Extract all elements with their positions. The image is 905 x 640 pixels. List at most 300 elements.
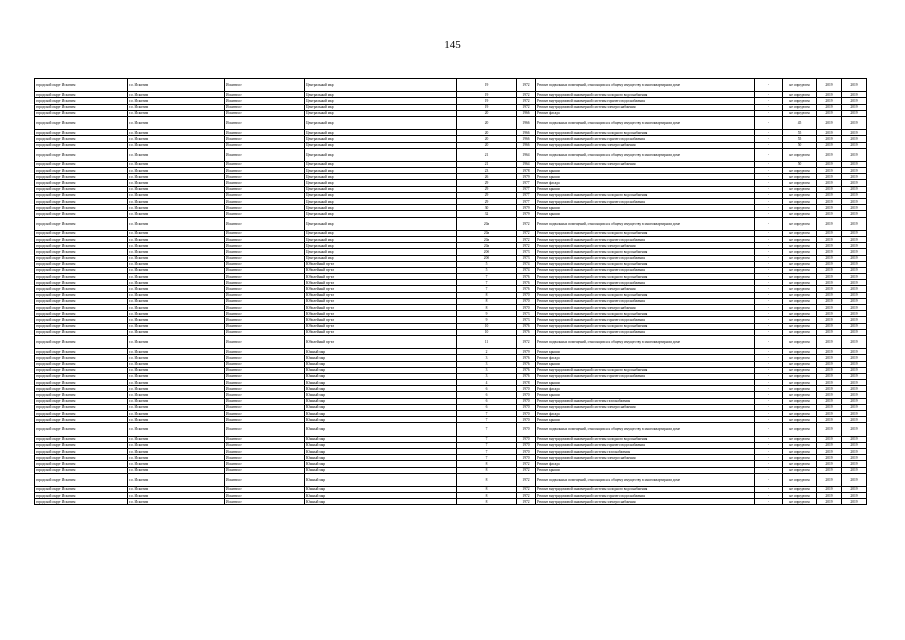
locality-cell: Искитим г	[225, 398, 305, 404]
end-year-cell: 2019	[842, 461, 867, 467]
municipality-cell: г.о. Искитим	[128, 130, 225, 136]
house-number-cell: 7	[457, 423, 517, 436]
house-number-cell: 20	[457, 136, 517, 142]
build-year-cell: 1972	[517, 467, 536, 473]
house-number-cell: 19	[457, 92, 517, 98]
cost-cell: 55	[783, 130, 817, 136]
end-year-cell: 2019	[842, 317, 867, 323]
build-year-cell: 1976	[517, 280, 536, 286]
build-year-cell: 1976	[517, 329, 536, 335]
house-number-cell: 6	[457, 386, 517, 392]
end-year-cell: 2019	[842, 168, 867, 174]
locality-cell: Искитим г	[225, 255, 305, 261]
start-year-cell: 2019	[817, 110, 842, 116]
start-year-cell: 2019	[817, 168, 842, 174]
district-cell: городской округ Искитим	[35, 329, 128, 335]
start-year-cell: 2019	[817, 305, 842, 311]
house-number-cell: 2	[457, 349, 517, 355]
work-type-cell: Ремонт внутридомовой инженерной системы газоснабжения	[536, 398, 755, 404]
end-year-cell: 2019	[842, 373, 867, 379]
district-cell: городской округ Искитим	[35, 79, 128, 92]
start-year-cell: 2019	[817, 398, 842, 404]
end-year-cell: 2019	[842, 349, 867, 355]
district-cell: городской округ Искитим	[35, 417, 128, 423]
end-year-cell: 2019	[842, 499, 867, 505]
build-year-cell: 1970	[517, 417, 536, 423]
street-cell: Центральный мкр	[305, 79, 457, 92]
municipality-cell: г.о. Искитим	[128, 142, 225, 148]
district-cell: городской округ Искитим	[35, 199, 128, 205]
municipality-cell: г.о. Искитим	[128, 355, 225, 361]
district-cell: городской округ Искитим	[35, 267, 128, 273]
cost-cell: не определен	[783, 311, 817, 317]
municipality-cell: г.о. Искитим	[128, 286, 225, 292]
build-year-cell: 1972	[517, 473, 536, 486]
work-type-cell: Ремонт крыши	[536, 417, 755, 423]
cost-cell: не определен	[783, 98, 817, 104]
work-type-cell: Ремонт крыши	[536, 361, 755, 367]
street-cell: Центральный мкр	[305, 199, 457, 205]
house-number-cell: 9	[457, 317, 517, 323]
end-year-cell: 2019	[842, 186, 867, 192]
cost-cell: не определен	[783, 411, 817, 417]
house-number-cell: 8	[457, 467, 517, 473]
house-number-cell: 8	[457, 493, 517, 499]
area-cell: -	[755, 192, 783, 198]
locality-cell: Искитим г	[225, 211, 305, 217]
work-type-cell: Ремонт внутридомовой инженерной системы горячего водоснабжения	[536, 280, 755, 286]
cost-cell: не определен	[783, 423, 817, 436]
municipality-cell: г.о. Искитим	[128, 486, 225, 492]
cost-cell: не определен	[783, 455, 817, 461]
area-cell: -	[755, 305, 783, 311]
house-number-cell: 8	[457, 298, 517, 304]
municipality-cell: г.о. Искитим	[128, 168, 225, 174]
area-cell: -	[755, 349, 783, 355]
municipality-cell: г.о. Искитим	[128, 236, 225, 242]
street-cell: Центральный мкр	[305, 148, 457, 161]
work-type-cell: Ремонт внутридомовой инженерной системы холодного водоснабжения	[536, 274, 755, 280]
end-year-cell: 2019	[842, 411, 867, 417]
cost-cell: не определен	[783, 317, 817, 323]
build-year-cell: 1972	[517, 243, 536, 249]
cost-cell: 55	[783, 136, 817, 142]
house-number-cell: 5	[457, 261, 517, 267]
area-cell: -	[755, 467, 783, 473]
district-cell: городской округ Искитим	[35, 168, 128, 174]
area-cell: -	[755, 161, 783, 167]
district-cell: городской округ Искитим	[35, 286, 128, 292]
municipality-cell: г.о. Искитим	[128, 292, 225, 298]
house-number-cell: 6	[457, 404, 517, 410]
street-cell: Центральный мкр	[305, 142, 457, 148]
locality-cell: Искитим г	[225, 142, 305, 148]
end-year-cell: 2019	[842, 486, 867, 492]
district-cell: городской округ Искитим	[35, 180, 128, 186]
start-year-cell: 2019	[817, 261, 842, 267]
build-year-cell: 1970	[517, 298, 536, 304]
house-number-cell: 9	[457, 311, 517, 317]
build-year-cell: 1976	[517, 355, 536, 361]
work-type-cell: Ремонт внутридомовой инженерной системы холодного водоснабжения	[536, 436, 755, 442]
work-type-cell: Ремонт внутридомовой инженерной системы электроснабжения	[536, 305, 755, 311]
house-number-cell: 20	[457, 130, 517, 136]
house-number-cell: 5	[457, 267, 517, 273]
build-year-cell: 1970	[517, 448, 536, 454]
area-cell: -	[755, 461, 783, 467]
area-cell: -	[755, 404, 783, 410]
house-number-cell: 30	[457, 205, 517, 211]
street-cell: Южный мкр	[305, 473, 457, 486]
street-cell: Центральный мкр	[305, 116, 457, 129]
area-cell: -	[755, 236, 783, 242]
area-cell: -	[755, 335, 783, 348]
street-cell: Южный мкр	[305, 493, 457, 499]
district-cell: городской округ Искитим	[35, 217, 128, 230]
build-year-cell: 1972	[517, 92, 536, 98]
work-type-cell: Ремонт фасада	[536, 110, 755, 116]
end-year-cell: 2019	[842, 329, 867, 335]
house-number-cell: 3	[457, 373, 517, 379]
locality-cell: Искитим г	[225, 493, 305, 499]
municipality-cell: г.о. Искитим	[128, 104, 225, 110]
start-year-cell: 2019	[817, 199, 842, 205]
street-cell: Центральный мкр	[305, 136, 457, 142]
house-number-cell: 7	[457, 436, 517, 442]
table-row	[35, 335, 867, 348]
area-cell: -	[755, 292, 783, 298]
street-cell: Центральный мкр	[305, 205, 457, 211]
street-cell: Юбилейный пр-кт	[305, 274, 457, 280]
page-number: 145	[444, 39, 461, 51]
street-cell: Юбилейный пр-кт	[305, 267, 457, 273]
house-number-cell: 21	[457, 148, 517, 161]
end-year-cell: 2019	[842, 355, 867, 361]
locality-cell: Искитим г	[225, 305, 305, 311]
district-cell: городской округ Искитим	[35, 92, 128, 98]
area-cell: -	[755, 493, 783, 499]
area-cell: -	[755, 323, 783, 329]
locality-cell: Искитим г	[225, 317, 305, 323]
build-year-cell: 1966	[517, 110, 536, 116]
table-row	[35, 148, 867, 161]
district-cell: городской округ Искитим	[35, 142, 128, 148]
area-cell: -	[755, 267, 783, 273]
start-year-cell: 2019	[817, 329, 842, 335]
cost-cell: не определен	[783, 323, 817, 329]
municipality-cell: г.о. Искитим	[128, 116, 225, 129]
build-year-cell: 1977	[517, 180, 536, 186]
district-cell: городской округ Искитим	[35, 392, 128, 398]
house-number-cell: 8	[457, 486, 517, 492]
locality-cell: Искитим г	[225, 243, 305, 249]
work-type-cell: Ремонт внутридомовой инженерной системы холодного водоснабжения	[536, 261, 755, 267]
cost-cell: не определен	[783, 335, 817, 348]
end-year-cell: 2019	[842, 467, 867, 473]
end-year-cell: 2019	[842, 380, 867, 386]
district-cell: городской округ Искитим	[35, 255, 128, 261]
end-year-cell: 2019	[842, 217, 867, 230]
municipality-cell: г.о. Искитим	[128, 323, 225, 329]
start-year-cell: 2019	[817, 323, 842, 329]
municipality-cell: г.о. Искитим	[128, 205, 225, 211]
municipality-cell: г.о. Искитим	[128, 386, 225, 392]
municipality-cell: г.о. Искитим	[128, 493, 225, 499]
end-year-cell: 2019	[842, 136, 867, 142]
build-year-cell: 1972	[517, 493, 536, 499]
build-year-cell: 1972	[517, 217, 536, 230]
work-type-cell: Ремонт крыши	[536, 211, 755, 217]
end-year-cell: 2019	[842, 448, 867, 454]
cost-cell: не определен	[783, 436, 817, 442]
municipality-cell: г.о. Искитим	[128, 380, 225, 386]
area-cell: -	[755, 286, 783, 292]
cost-cell: не определен	[783, 442, 817, 448]
locality-cell: Искитим г	[225, 373, 305, 379]
municipality-cell: г.о. Искитим	[128, 442, 225, 448]
street-cell: Южный мкр	[305, 436, 457, 442]
municipality-cell: г.о. Искитим	[128, 180, 225, 186]
start-year-cell: 2019	[817, 186, 842, 192]
area-cell: -	[755, 110, 783, 116]
work-type-cell: Ремонт внутридомовой инженерной системы холодного водоснабжения	[536, 486, 755, 492]
start-year-cell: 2019	[817, 417, 842, 423]
locality-cell: Искитим г	[225, 136, 305, 142]
district-cell: городской округ Искитим	[35, 136, 128, 142]
work-type-cell: Ремонт фасада	[536, 180, 755, 186]
locality-cell: Искитим г	[225, 192, 305, 198]
area-cell: -	[755, 199, 783, 205]
start-year-cell: 2019	[817, 142, 842, 148]
area-cell: -	[755, 243, 783, 249]
street-cell: Южный мкр	[305, 417, 457, 423]
district-cell: городской округ Искитим	[35, 355, 128, 361]
cost-cell: не определен	[783, 274, 817, 280]
work-type-cell: Ремонт фасада	[536, 411, 755, 417]
house-number-cell: 3	[457, 361, 517, 367]
work-type-cell: Ремонт подвальных помещений, относящихся к общему имуществу в многоквартирном доме	[536, 335, 755, 348]
municipality-cell: г.о. Искитим	[128, 79, 225, 92]
cost-cell: не определен	[783, 217, 817, 230]
street-cell: Юбилейный пр-кт	[305, 280, 457, 286]
end-year-cell: 2019	[842, 79, 867, 92]
cost-cell: не определен	[783, 230, 817, 236]
street-cell: Центральный мкр	[305, 174, 457, 180]
cost-cell: не определен	[783, 249, 817, 255]
area-cell: -	[755, 79, 783, 92]
street-cell: Южный мкр	[305, 442, 457, 448]
district-cell: городской округ Искитим	[35, 386, 128, 392]
cost-cell: не определен	[783, 417, 817, 423]
house-number-cell: 29	[457, 192, 517, 198]
cost-cell: не определен	[783, 292, 817, 298]
end-year-cell: 2019	[842, 473, 867, 486]
start-year-cell: 2019	[817, 467, 842, 473]
municipality-cell: г.о. Искитим	[128, 255, 225, 261]
house-number-cell: 8	[457, 461, 517, 467]
house-number-cell: 29	[457, 186, 517, 192]
locality-cell: Искитим г	[225, 104, 305, 110]
locality-cell: Искитим г	[225, 311, 305, 317]
area-cell: -	[755, 280, 783, 286]
work-type-cell: Ремонт внутридомовой инженерной системы холодного водоснабжения	[536, 92, 755, 98]
municipality-cell: г.о. Искитим	[128, 335, 225, 348]
start-year-cell: 2019	[817, 455, 842, 461]
municipality-cell: г.о. Искитим	[128, 161, 225, 167]
municipality-cell: г.о. Искитим	[128, 110, 225, 116]
start-year-cell: 2019	[817, 98, 842, 104]
start-year-cell: 2019	[817, 249, 842, 255]
district-cell: городской округ Искитим	[35, 486, 128, 492]
cost-cell: не определен	[783, 373, 817, 379]
district-cell: городской округ Искитим	[35, 205, 128, 211]
work-type-cell: Ремонт крыши	[536, 467, 755, 473]
district-cell: городской округ Искитим	[35, 349, 128, 355]
end-year-cell: 2019	[842, 417, 867, 423]
district-cell: городской округ Искитим	[35, 104, 128, 110]
house-number-cell: 20б	[457, 249, 517, 255]
build-year-cell: 1970	[517, 423, 536, 436]
area-cell: -	[755, 174, 783, 180]
locality-cell: Искитим г	[225, 436, 305, 442]
locality-cell: Искитим г	[225, 329, 305, 335]
work-type-cell: Ремонт крыши	[536, 205, 755, 211]
street-cell: Юбилейный пр-кт	[305, 317, 457, 323]
end-year-cell: 2019	[842, 116, 867, 129]
house-number-cell: 11	[457, 335, 517, 348]
start-year-cell: 2019	[817, 442, 842, 448]
end-year-cell: 2019	[842, 161, 867, 167]
build-year-cell: 1970	[517, 392, 536, 398]
area-cell: -	[755, 217, 783, 230]
municipality-cell: г.о. Искитим	[128, 473, 225, 486]
cost-cell: не определен	[783, 448, 817, 454]
house-number-cell: 20а	[457, 230, 517, 236]
start-year-cell: 2019	[817, 92, 842, 98]
build-year-cell: 1973	[517, 249, 536, 255]
work-type-cell: Ремонт внутридомовой инженерной системы горячего водоснабжения	[536, 98, 755, 104]
start-year-cell: 2019	[817, 461, 842, 467]
cost-cell: не определен	[783, 404, 817, 410]
area-cell: -	[755, 180, 783, 186]
locality-cell: Искитим г	[225, 386, 305, 392]
start-year-cell: 2019	[817, 335, 842, 348]
street-cell: Центральный мкр	[305, 110, 457, 116]
build-year-cell: 1976	[517, 373, 536, 379]
house-number-cell: 3	[457, 367, 517, 373]
build-year-cell: 1979	[517, 205, 536, 211]
end-year-cell: 2019	[842, 392, 867, 398]
locality-cell: Искитим г	[225, 249, 305, 255]
area-cell: -	[755, 104, 783, 110]
cost-cell: не определен	[783, 79, 817, 92]
district-cell: городской округ Искитим	[35, 398, 128, 404]
build-year-cell: 1972	[517, 104, 536, 110]
area-cell: -	[755, 499, 783, 505]
end-year-cell: 2019	[842, 98, 867, 104]
end-year-cell: 2019	[842, 442, 867, 448]
house-number-cell: 20	[457, 110, 517, 116]
cost-cell: не определен	[783, 104, 817, 110]
street-cell: Центральный мкр	[305, 130, 457, 136]
work-type-cell: Ремонт внутридомовой инженерной системы электроснабжения	[536, 104, 755, 110]
house-number-cell: 19	[457, 79, 517, 92]
build-year-cell: 1974	[517, 261, 536, 267]
locality-cell: Искитим г	[225, 168, 305, 174]
build-year-cell: 1966	[517, 142, 536, 148]
build-year-cell: 1978	[517, 168, 536, 174]
street-cell: Южный мкр	[305, 423, 457, 436]
end-year-cell: 2019	[842, 493, 867, 499]
locality-cell: Искитим г	[225, 417, 305, 423]
work-type-cell: Ремонт подвальных помещений, относящихся к общему имуществу в многоквартирном доме	[536, 423, 755, 436]
street-cell: Центральный мкр	[305, 104, 457, 110]
locality-cell: Искитим г	[225, 230, 305, 236]
district-cell: городской округ Искитим	[35, 298, 128, 304]
locality-cell: Искитим г	[225, 280, 305, 286]
work-type-cell: Ремонт подвальных помещений, относящихся к общему имуществу в многоквартирном доме	[536, 116, 755, 129]
locality-cell: Искитим г	[225, 274, 305, 280]
locality-cell: Искитим г	[225, 161, 305, 167]
work-type-cell: Ремонт внутридомовой инженерной системы холодного водоснабжения	[536, 311, 755, 317]
street-cell: Центральный мкр	[305, 255, 457, 261]
house-number-cell: 8	[457, 305, 517, 311]
locality-cell: Искитим г	[225, 404, 305, 410]
district-cell: городской округ Искитим	[35, 373, 128, 379]
table-row	[35, 79, 867, 92]
start-year-cell: 2019	[817, 230, 842, 236]
work-type-cell: Ремонт внутридомовой инженерной системы горячего водоснабжения	[536, 493, 755, 499]
house-number-cell: 8	[457, 499, 517, 505]
area-cell: -	[755, 130, 783, 136]
locality-cell: Искитим г	[225, 79, 305, 92]
district-cell: городской округ Искитим	[35, 499, 128, 505]
municipality-cell: г.о. Искитим	[128, 305, 225, 311]
municipality-cell: г.о. Искитим	[128, 361, 225, 367]
house-number-cell: 29	[457, 180, 517, 186]
municipality-cell: г.о. Искитим	[128, 448, 225, 454]
cost-cell: не определен	[783, 110, 817, 116]
start-year-cell: 2019	[817, 317, 842, 323]
street-cell: Юбилейный пр-кт	[305, 292, 457, 298]
municipality-cell: г.о. Искитим	[128, 411, 225, 417]
locality-cell: Искитим г	[225, 180, 305, 186]
district-cell: городской округ Искитим	[35, 335, 128, 348]
start-year-cell: 2019	[817, 148, 842, 161]
street-cell: Южный мкр	[305, 499, 457, 505]
house-number-cell: 20б	[457, 255, 517, 261]
house-number-cell: 7	[457, 442, 517, 448]
build-year-cell: 1970	[517, 455, 536, 461]
municipality-cell: г.о. Искитим	[128, 467, 225, 473]
locality-cell: Искитим г	[225, 205, 305, 211]
area-cell: -	[755, 230, 783, 236]
house-number-cell: 7	[457, 417, 517, 423]
locality-cell: Искитим г	[225, 298, 305, 304]
cost-cell: не определен	[783, 367, 817, 373]
end-year-cell: 2019	[842, 286, 867, 292]
start-year-cell: 2019	[817, 311, 842, 317]
work-type-cell: Ремонт крыши	[536, 392, 755, 398]
municipality-cell: г.о. Искитим	[128, 392, 225, 398]
district-cell: городской округ Искитим	[35, 192, 128, 198]
municipality-cell: г.о. Искитим	[128, 455, 225, 461]
build-year-cell: 1970	[517, 442, 536, 448]
end-year-cell: 2019	[842, 211, 867, 217]
municipality-cell: г.о. Искитим	[128, 211, 225, 217]
area-cell: -	[755, 486, 783, 492]
locality-cell: Искитим г	[225, 323, 305, 329]
